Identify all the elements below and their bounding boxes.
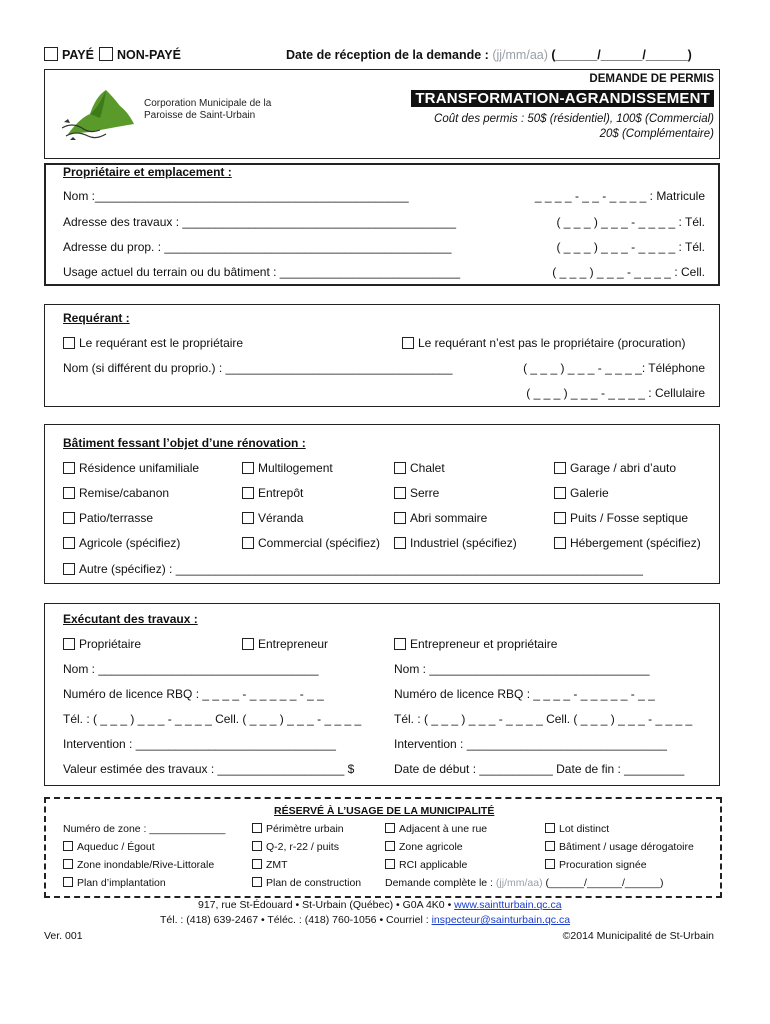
municipal-checkbox[interactable] (252, 823, 344, 835)
requester-name-field[interactable]: Nom (si différent du proprio.) : __________________________________ (63, 361, 453, 375)
municipal-checkbox[interactable] (385, 823, 487, 835)
requester-is-owner-checkbox[interactable] (63, 336, 243, 350)
municipal-heading: RÉSERVÉ À L’USAGE DE LA MUNICIPALITÉ (274, 805, 495, 817)
municipal-checkbox[interactable] (63, 859, 214, 871)
building-option-label: Patio/terrasse (79, 511, 154, 525)
zone-number-field[interactable]: Numéro de zone : _____________ (63, 823, 226, 835)
municipal-checkbox[interactable] (545, 859, 647, 871)
municipal-option-label: Plan d’implantation (77, 877, 166, 889)
building-heading: Bâtiment fessant l’objet d’une rénovation : (63, 436, 306, 450)
footer-address: 917, rue St-Édouard • St-Urbain (Québec) • G0A 4K0 • (198, 899, 452, 911)
municipal-checkbox[interactable] (252, 877, 361, 889)
building-option-label: Hébergement (spécifiez) (570, 536, 701, 550)
building-checkbox[interactable] (242, 536, 380, 550)
building-checkbox[interactable] (554, 461, 676, 475)
building-checkbox[interactable] (242, 486, 303, 500)
building-option-label: Résidence unifamiliale (79, 461, 200, 475)
building-option-label: Multilogement (258, 461, 333, 475)
municipal-option-label: Lot distinct (559, 823, 610, 835)
intervention-field-2[interactable]: Intervention : ______________________________ (394, 737, 667, 751)
building-option-label: Véranda (258, 511, 304, 525)
owner-cell-field[interactable]: ( _ _ _ ) _ _ _ - _ _ _ _ : Cell. (552, 265, 705, 279)
building-checkbox[interactable] (554, 536, 701, 550)
reception-date-field[interactable] (286, 48, 692, 62)
current-usage-field[interactable]: Usage actuel du terrain ou du bâtiment : ___________________________ (63, 265, 460, 279)
owner-phone-field[interactable]: ( _ _ _ ) _ _ _ - _ _ _ _ : Tél. (556, 240, 705, 254)
owner-address-field[interactable]: Adresse du prop. : ___________________________________________ (63, 240, 452, 254)
municipal-option-label: Procuration signée (559, 859, 647, 871)
paid-label: PAYÉ (62, 48, 94, 62)
requester-heading: Requérant : (63, 311, 130, 325)
contractor-both-checkbox[interactable] (394, 637, 557, 651)
estimated-value-field[interactable]: Valeur estimée des travaux : ___________________ $ (63, 762, 355, 776)
building-checkbox[interactable] (63, 536, 180, 550)
building-checkbox[interactable] (242, 461, 333, 475)
permit-cost (434, 112, 714, 142)
building-checkbox[interactable] (63, 486, 169, 500)
reception-date-label: Date de réception de la demande : (286, 48, 489, 62)
contractor-owner-checkbox[interactable] (63, 637, 141, 651)
contractor-phone-field-2[interactable]: Tél. : ( _ _ _ ) _ _ _ - _ _ _ _ Cell. ( _ _ _ ) _ _ _ - _ _ _ _ (394, 712, 693, 726)
footer-phone: Tél. : (418) 639-2467 • Téléc. : (418) 760-1056 • Courriel : (160, 914, 429, 926)
building-option-label: Industriel (spécifiez) (410, 536, 517, 550)
contractor-heading: Exécutant des travaux : (63, 612, 198, 626)
building-checkbox[interactable] (554, 511, 688, 525)
unpaid-checkbox[interactable] (99, 47, 181, 62)
requester-phone-field[interactable]: ( _ _ _ ) _ _ _ - _ _ _ _: Téléphone (523, 361, 705, 375)
footer-contact-line (160, 914, 570, 926)
requester-is-owner-label: Le requérant est le propriétaire (79, 336, 244, 350)
organization-name (144, 98, 271, 122)
reception-date-format: (jj/mm/aa) (492, 48, 548, 62)
paid-checkbox[interactable] (44, 47, 94, 62)
municipal-option-label: Q-2, r-22 / puits (266, 841, 339, 853)
permit-kind: DEMANDE DE PERMIS (589, 73, 714, 85)
work-address-field[interactable]: Adresse des travaux : _________________________________________ (63, 215, 457, 229)
municipal-checkbox[interactable] (63, 877, 166, 889)
form-title (411, 90, 714, 107)
municipal-checkbox[interactable] (385, 841, 463, 853)
municipal-checkbox[interactable] (252, 841, 339, 853)
complete-date-format: (jj/mm/aa) (495, 877, 543, 889)
contractor-contractor-label: Entrepreneur (258, 637, 329, 651)
building-option-label: Remise/cabanon (79, 486, 170, 500)
building-other-label: Autre (spécifiez) : ______________________________________________________________________ (79, 562, 643, 576)
building-checkbox[interactable] (394, 486, 439, 500)
municipal-option-label: ZMT (266, 859, 288, 871)
rbq-license-field-2[interactable]: Numéro de licence RBQ : _ _ _ _ - _ _ _ _ _ - _ _ (394, 687, 655, 701)
owner-name-field[interactable]: Nom :_______________________________________________ (63, 189, 409, 203)
building-option-label: Garage / abri d’auto (570, 461, 677, 475)
requester-not-owner-checkbox[interactable] (402, 336, 685, 350)
owner-heading: Propriétaire et emplacement : (63, 165, 232, 179)
footer-copyright: ©2014 Municipalité de St-Urbain (562, 930, 714, 942)
municipal-option-label: Aqueduc / Égout (77, 841, 155, 853)
contractor-name-field-2[interactable]: Nom : _________________________________ (394, 662, 650, 676)
requester-cell-field[interactable]: ( _ _ _ ) _ _ _ - _ _ _ _ : Cellulaire (526, 386, 705, 400)
building-checkbox[interactable] (394, 536, 517, 550)
form-title-text: TRANSFORMATION-AGRANDISSEMENT (411, 90, 714, 107)
building-checkbox[interactable] (394, 511, 487, 525)
building-option-label: Puits / Fosse septique (570, 511, 689, 525)
form-version: Ver. 001 (44, 930, 83, 942)
building-other-field[interactable] (63, 562, 643, 576)
building-option-label: Galerie (570, 486, 609, 500)
municipal-checkbox[interactable] (545, 823, 609, 835)
building-option-label: Chalet (410, 461, 445, 475)
municipal-checkbox[interactable] (252, 859, 288, 871)
building-checkbox[interactable] (63, 511, 153, 525)
building-option-label: Commercial (spécifiez) (258, 536, 381, 550)
work-dates-field[interactable]: Date de début : ___________ Date de fin : _________ (394, 762, 685, 776)
org-line-1: Corporation Municipale de la (144, 98, 272, 109)
footer-email-link[interactable]: inspecteur@sainturbain.qc.ca (431, 914, 571, 926)
cost-line-1: Coût des permis : 50$ (résidentiel), 100$ (Commercial) (434, 113, 714, 125)
unpaid-label: NON-PAYÉ (117, 48, 181, 62)
contractor-phone-field[interactable]: Tél. : ( _ _ _ ) _ _ _ - _ _ _ _ Cell. ( _ _ _ ) _ _ _ - _ _ _ _ (63, 712, 362, 726)
municipal-option-label: Zone agricole (399, 841, 463, 853)
municipal-option-label: Périmètre urbain (266, 823, 344, 835)
work-phone-field[interactable]: ( _ _ _ ) _ _ _ - _ _ _ _ : Tél. (556, 215, 705, 229)
building-option-label: Abri sommaire (410, 511, 488, 525)
municipal-checkbox[interactable] (545, 841, 694, 853)
complete-date-field[interactable] (385, 877, 663, 889)
lot-number-field[interactable]: _ _ _ _ - _ _ - _ _ _ _ : Matricule (534, 189, 705, 203)
building-checkbox[interactable] (554, 486, 609, 500)
municipal-option-label: Adjacent à une rue (399, 823, 488, 835)
building-option-label: Serre (410, 486, 440, 500)
contractor-name-field[interactable]: Nom : _________________________________ (63, 662, 319, 676)
municipal-option-label: Bâtiment / usage dérogatoire (559, 841, 694, 853)
cost-line-2: 20$ (Complémentaire) (599, 128, 714, 140)
building-checkbox[interactable] (63, 461, 199, 475)
intervention-field[interactable]: Intervention : ______________________________ (63, 737, 336, 751)
municipal-option-label: Plan de construction (266, 877, 362, 889)
contractor-owner-label: Propriétaire (79, 637, 142, 651)
rbq-license-field[interactable]: Numéro de licence RBQ : _ _ _ _ - _ _ _ _ _ - _ _ (63, 687, 324, 701)
org-line-2: Paroisse de Saint-Urbain (144, 110, 256, 121)
municipal-logo (60, 84, 138, 145)
contractor-contractor-checkbox[interactable] (242, 637, 328, 651)
municipal-checkbox[interactable] (385, 859, 467, 871)
footer-address-line (198, 899, 562, 911)
building-checkbox[interactable] (242, 511, 303, 525)
building-option-label: Agricole (spécifiez) (79, 536, 181, 550)
complete-date-blank: (______/______/______) (545, 877, 664, 889)
municipal-option-label: Zone inondable/Rive-Littorale (77, 859, 215, 871)
municipal-option-label: RCI applicable (399, 859, 468, 871)
requester-not-owner-label: Le requérant n’est pas le propriétaire (procuration) (418, 336, 686, 350)
building-checkbox[interactable] (394, 461, 445, 475)
municipal-checkbox[interactable] (63, 841, 155, 853)
building-option-label: Entrepôt (258, 486, 304, 500)
reception-date-blank: (______/______/______) (551, 48, 692, 62)
contractor-both-label: Entrepreneur et propriétaire (410, 637, 558, 651)
footer-website-link[interactable]: www.saintturbain.qc.ca (454, 899, 562, 911)
complete-date-label: Demande complète le : (385, 877, 493, 889)
